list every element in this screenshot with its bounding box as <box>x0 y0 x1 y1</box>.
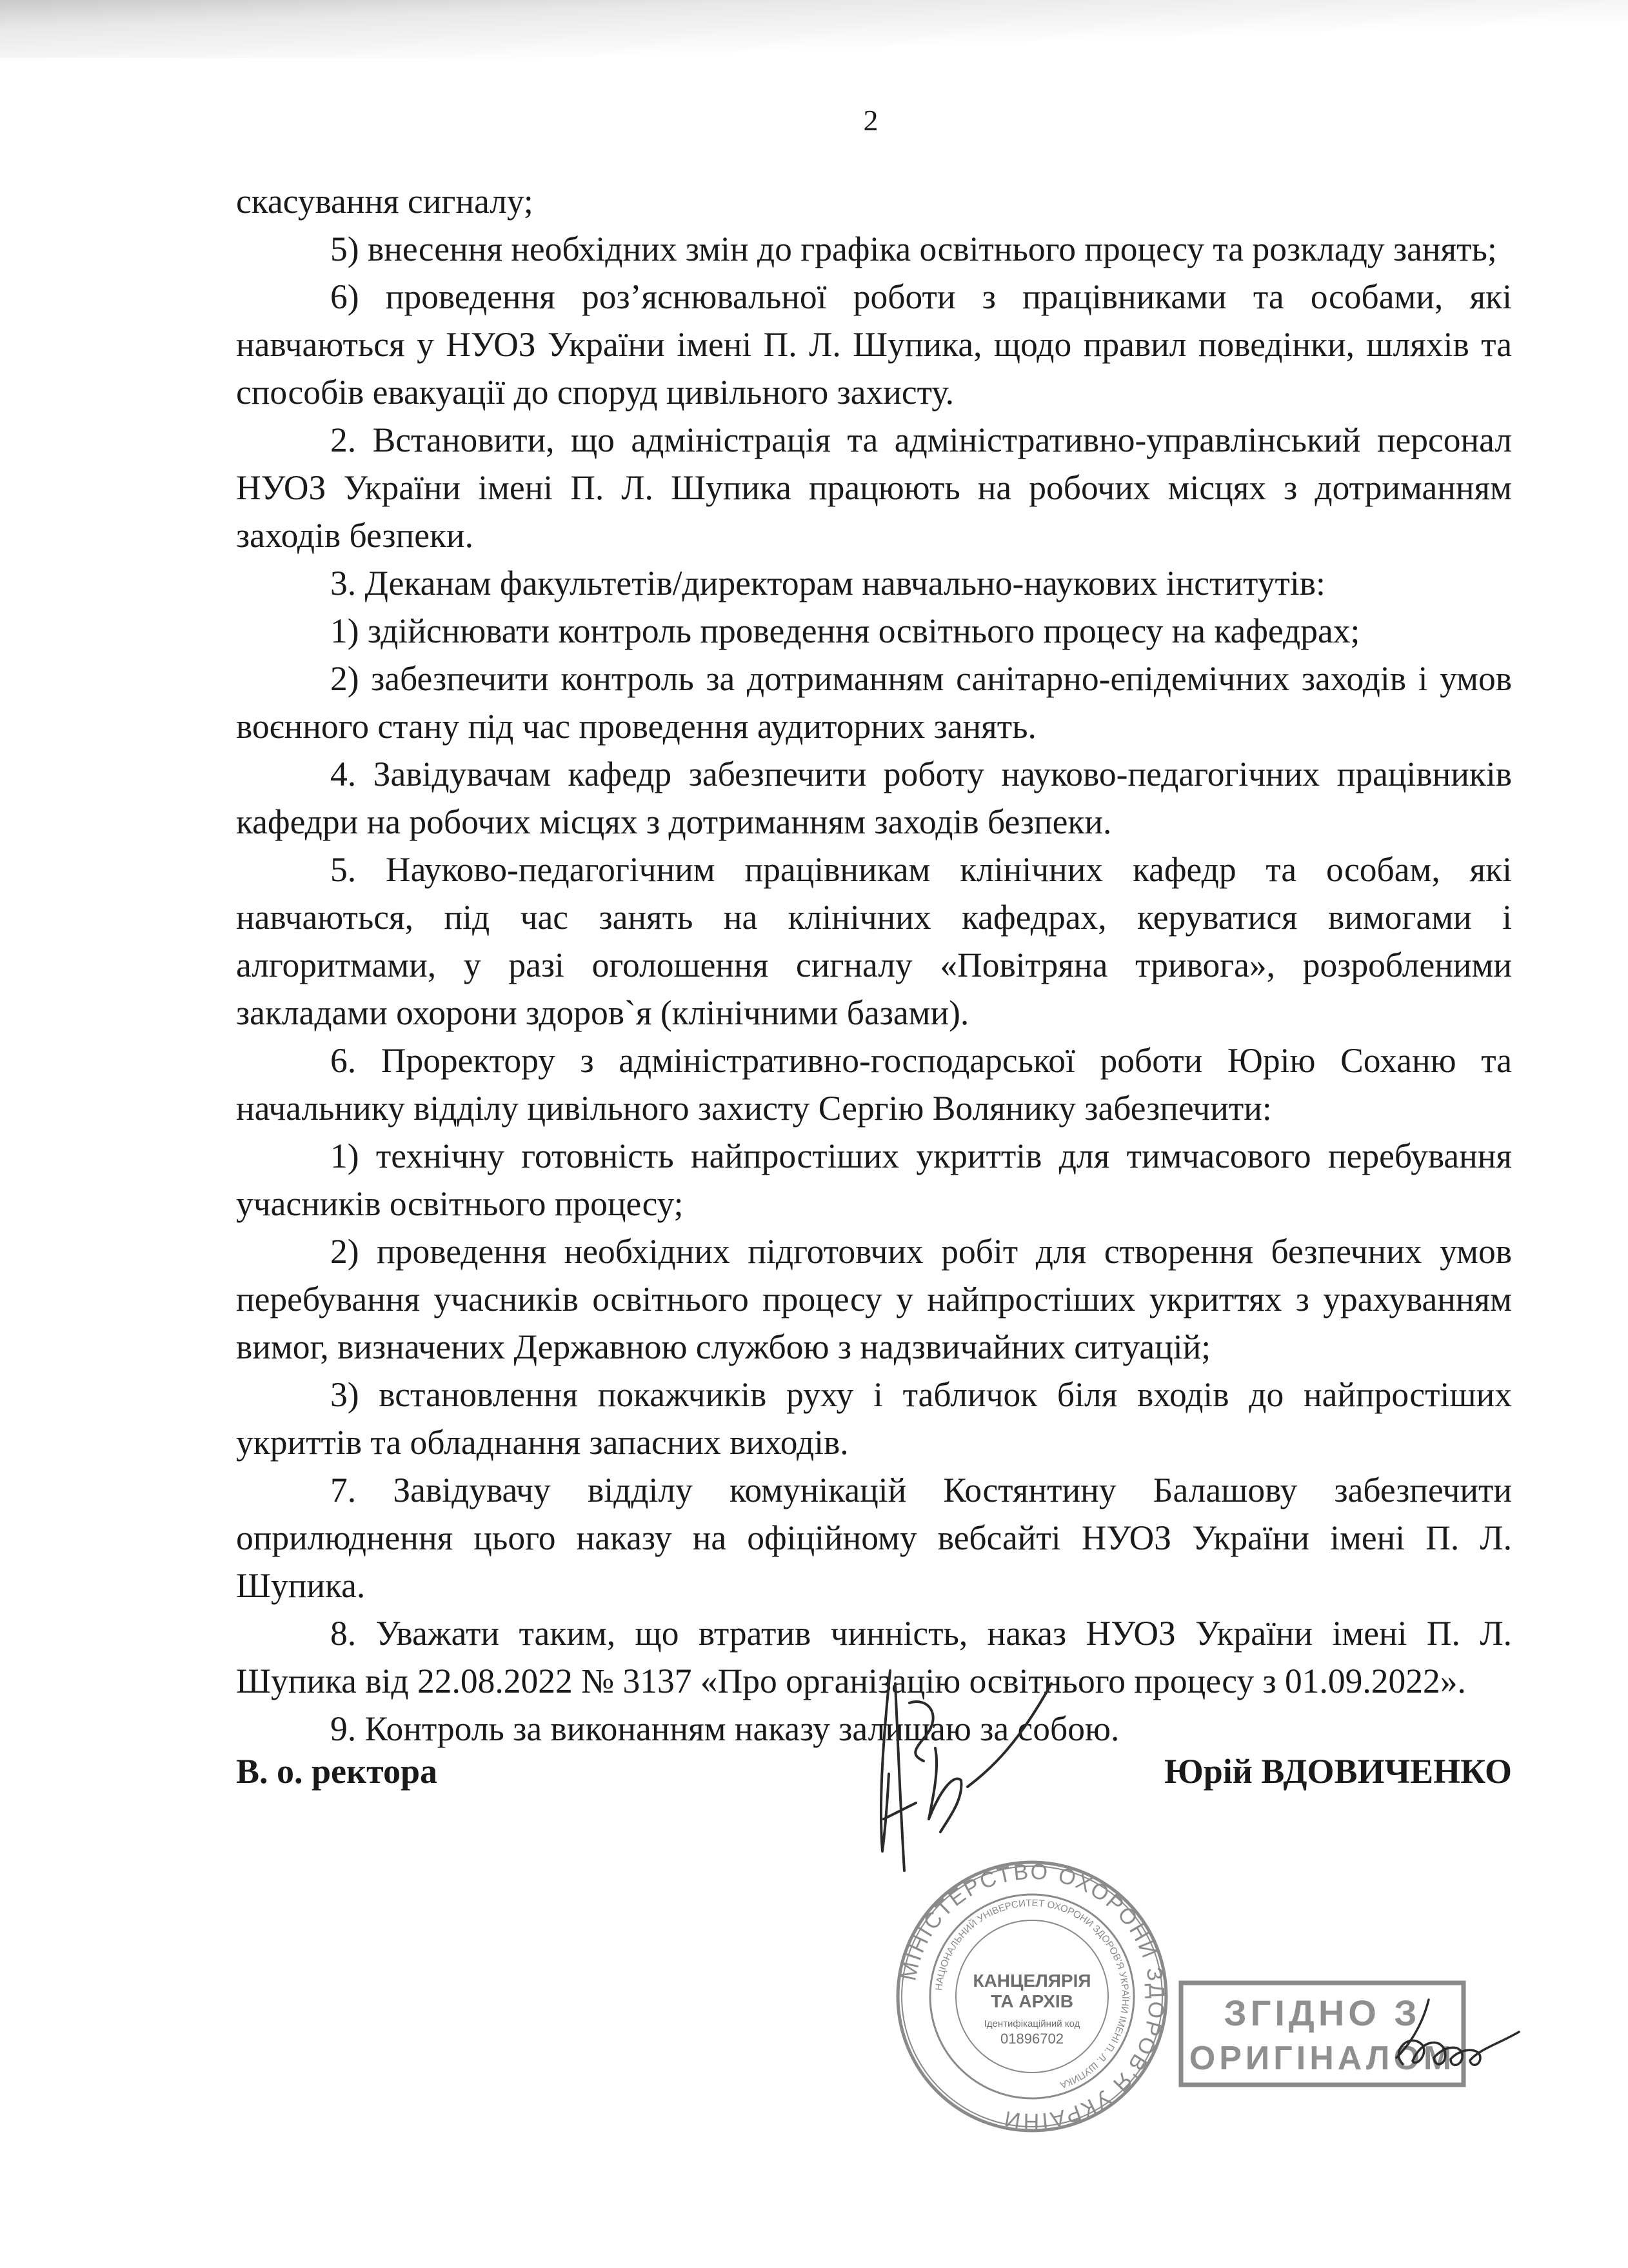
handwritten-signature <box>864 1658 1109 1890</box>
body-paragraph: 7. Завідувачу відділу комунікацій Костянтину Балашову забезпечити оприлюднення цього наказу на офіційному вебсайті НУОЗ України імені П. Л. Шупика. <box>236 1471 1512 1605</box>
body-paragraph: 2) проведення необхідних підготовчих робіт для створення безпечних умов перебування учасників освітнього процесу у найпростіших укриттях з урахуванням вимог, визначених Державною службою з надзвичайних ситуацій; <box>236 1232 1512 1366</box>
seal-code-label: Ідентифікаційний код <box>984 2018 1080 2029</box>
seal-inner-text: НАЦІОНАЛЬНИЙ УНІВЕРСИТЕТ ОХОРОНИ ЗДОРОВ'Я УКРАЇНИ ІМЕНІ П. Л. ШУПИКА <box>933 1897 1131 2091</box>
body-paragraph: 6. Проректору з адміністративно-господарської роботи Юрію Соханю та начальнику відділу цивільного захисту Сергію Волянику забезпечити: <box>236 1041 1512 1128</box>
document-body <box>236 177 1512 1753</box>
signatory-position: В. о. ректора <box>236 1752 437 1791</box>
body-paragraph: 1) здійснювати контроль проведення освітнього процесу на кафедрах; <box>330 612 1360 650</box>
body-paragraph: 2) забезпечити контроль за дотриманням санітарно-епідемічних заходів і умов воєнного стану під час проведення аудиторних занять. <box>236 659 1512 746</box>
body-paragraph: 3) встановлення покажчиків руху і табличок біля входів до найпростіших укриттів та обладнання запасних виходів. <box>236 1375 1512 1462</box>
scan-shadow <box>0 0 1628 58</box>
signatory-name: Юрій ВДОВИЧЕНКО <box>1164 1752 1512 1791</box>
body-paragraph: 9. Контроль за виконанням наказу залишаю за собою. <box>330 1709 1120 1748</box>
copy-stamp-line1: ЗГІДНО З <box>1224 1993 1421 2033</box>
body-paragraph: скасування сигналу; <box>236 182 533 221</box>
seal-outer-text: МІНІСТЕРСТВО ОХОРОНИ ЗДОРОВ'Я УКРАЇНИ <box>896 1859 1169 2134</box>
body-paragraph: 5. Науково-педагогічним працівникам клінічних кафедр та особам, які навчаються, під час занять на клінічних кафедрах, керуватися вимогами і алгоритмами, у разі оголошення сигналу «Повітряна тривога», розробленими закладами охорони здоров`я (клінічними базами). <box>236 850 1512 1032</box>
seal-code: 01896702 <box>1000 2031 1064 2047</box>
page-number: 2 <box>863 104 879 137</box>
copy-stamp-line2: ОРИГІНАЛОМ <box>1189 2040 1456 2077</box>
body-paragraph: 4. Завідувачам кафедр забезпечити роботу науково-педагогічних працівників кафедри на робочих місцях з дотриманням заходів безпеки. <box>236 755 1512 841</box>
body-paragraph: 1) технічну готовність найпростіших укриттів для тимчасового перебування учасників освітнього процесу; <box>236 1137 1512 1223</box>
body-paragraph: 8. Уважати таким, що втратив чинність, наказ НУОЗ України імені П. Л. Шупика від 22.08.2022 № 3137 «Про організацію освітнього процесу з 01.09.2022». <box>236 1614 1512 1700</box>
ink-initials <box>1384 1993 1532 2090</box>
body-paragraph: 2. Встановити, що адміністрація та адміністративно-управлінський персонал НУОЗ України імені П. Л. Шупика працюють на робочих місцях з дотриманням заходів безпеки. <box>236 421 1512 555</box>
seal-center-line1: КАНЦЕЛЯРІЯ <box>973 1971 1091 1991</box>
body-paragraph: 6) проведення роз’яснювальної роботи з працівниками та особами, які навчаються у НУОЗ України імені П. Л. Шупика, щодо правил поведінки, шляхів та способів евакуації до споруд цивільного захисту. <box>236 277 1512 412</box>
official-seal <box>893 1858 1171 2135</box>
body-paragraph: 3. Деканам факультетів/директорам навчально-наукових інститутів: <box>330 564 1325 602</box>
body-paragraph: 5) внесення необхідних змін до графіка освітнього процесу та розкладу занять; <box>330 230 1497 268</box>
seal-center-line2: ТА АРХІВ <box>991 1991 1073 2011</box>
